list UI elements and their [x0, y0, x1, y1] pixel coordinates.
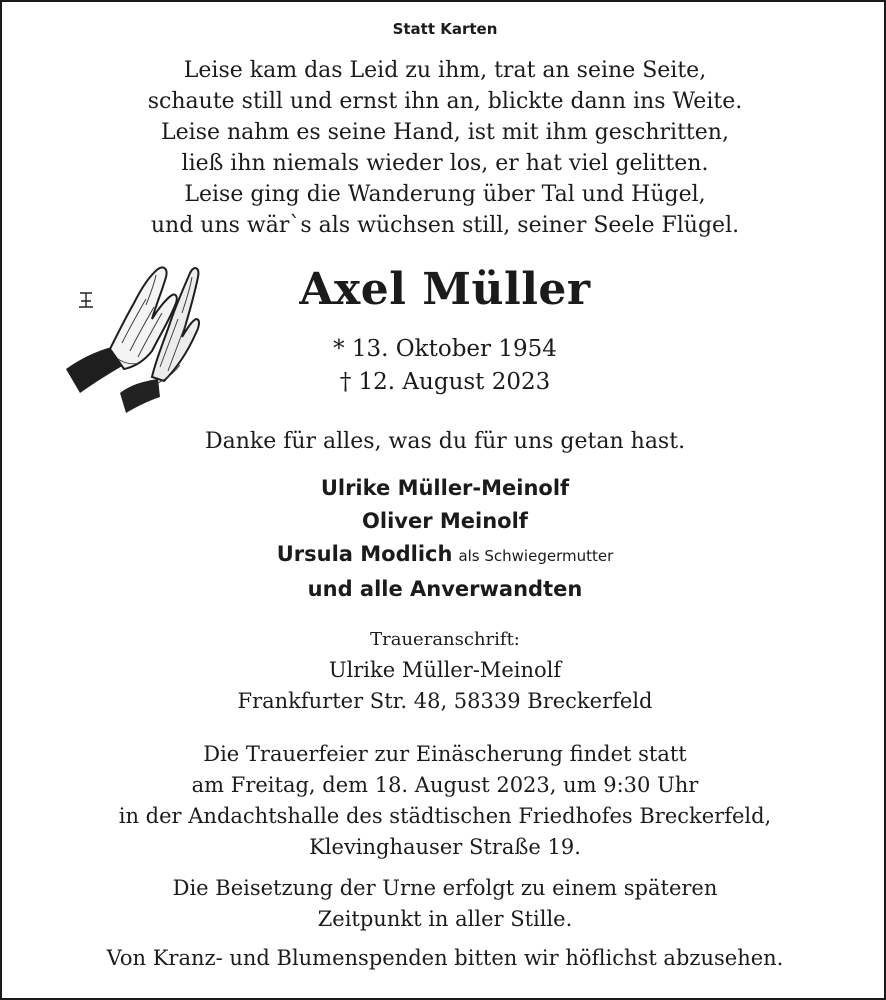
family-others: und alle Anverwandten: [307, 577, 583, 601]
address-label: Traueranschrift:: [370, 629, 520, 650]
service-line-3: in der Andachtshalle des städtischen Friedhofes Breckerfeld,: [118, 804, 772, 828]
mourning-address: [2, 624, 886, 717]
address-name: Ulrike Müller-Meinolf: [328, 658, 562, 682]
death-date: † 12. August 2023: [339, 369, 551, 395]
header-statt-karten: Statt Karten: [392, 20, 498, 38]
poem: [2, 55, 886, 241]
thanks-line: Danke für alles, was du für uns getan hast.: [204, 429, 686, 454]
family-list: [2, 472, 886, 606]
poem-line-5: Leise ging die Wanderung über Tal und Hügel,: [184, 182, 706, 207]
poem-line-1: Leise kam das Leid zu ihm, trat an seine Seite,: [183, 58, 707, 83]
family-member: Ulrike Müller-Meinolf: [320, 476, 570, 500]
life-dates: [2, 333, 886, 399]
poem-line-6: und uns wär`s als wüchsen still, seiner Seele Flügel.: [150, 213, 740, 238]
flowers-request: Von Kranz- und Blumenspenden bitten wir höflichst abzusehen.: [106, 946, 784, 970]
burial-details: [2, 873, 886, 935]
birth-date: * 13. Oktober 1954: [333, 336, 557, 362]
family-member: Oliver Meinolf: [362, 509, 528, 533]
poem-line-3: Leise nahm es seine Hand, ist mit ihm geschritten,: [161, 120, 729, 145]
deceased-name: Axel Müller: [299, 264, 591, 315]
family-member-name: Ursula Modlich: [276, 542, 453, 566]
service-details: [2, 739, 886, 863]
address-street: Frankfurter Str. 48, 58339 Breckerfeld: [237, 689, 653, 713]
service-line-2: am Freitag, dem 18. August 2023, um 9:30 Uhr: [191, 773, 699, 797]
family-member-note: als Schwiegermutter: [458, 547, 614, 565]
service-line-4: Klevinghauser Straße 19.: [309, 835, 581, 859]
poem-line-4: ließ ihn niemals wieder los, er hat viel gelitten.: [181, 151, 709, 176]
burial-line-2: Zeitpunkt in aller Stille.: [317, 907, 573, 931]
burial-line-1: Die Beisetzung der Urne erfolgt zu einem späteren: [172, 876, 718, 900]
service-line-1: Die Trauerfeier zur Einäscherung findet statt: [203, 742, 687, 766]
poem-line-2: schaute still und ernst ihn an, blickte dann ins Weite.: [147, 89, 743, 114]
family-member-with-note: [2, 538, 886, 573]
